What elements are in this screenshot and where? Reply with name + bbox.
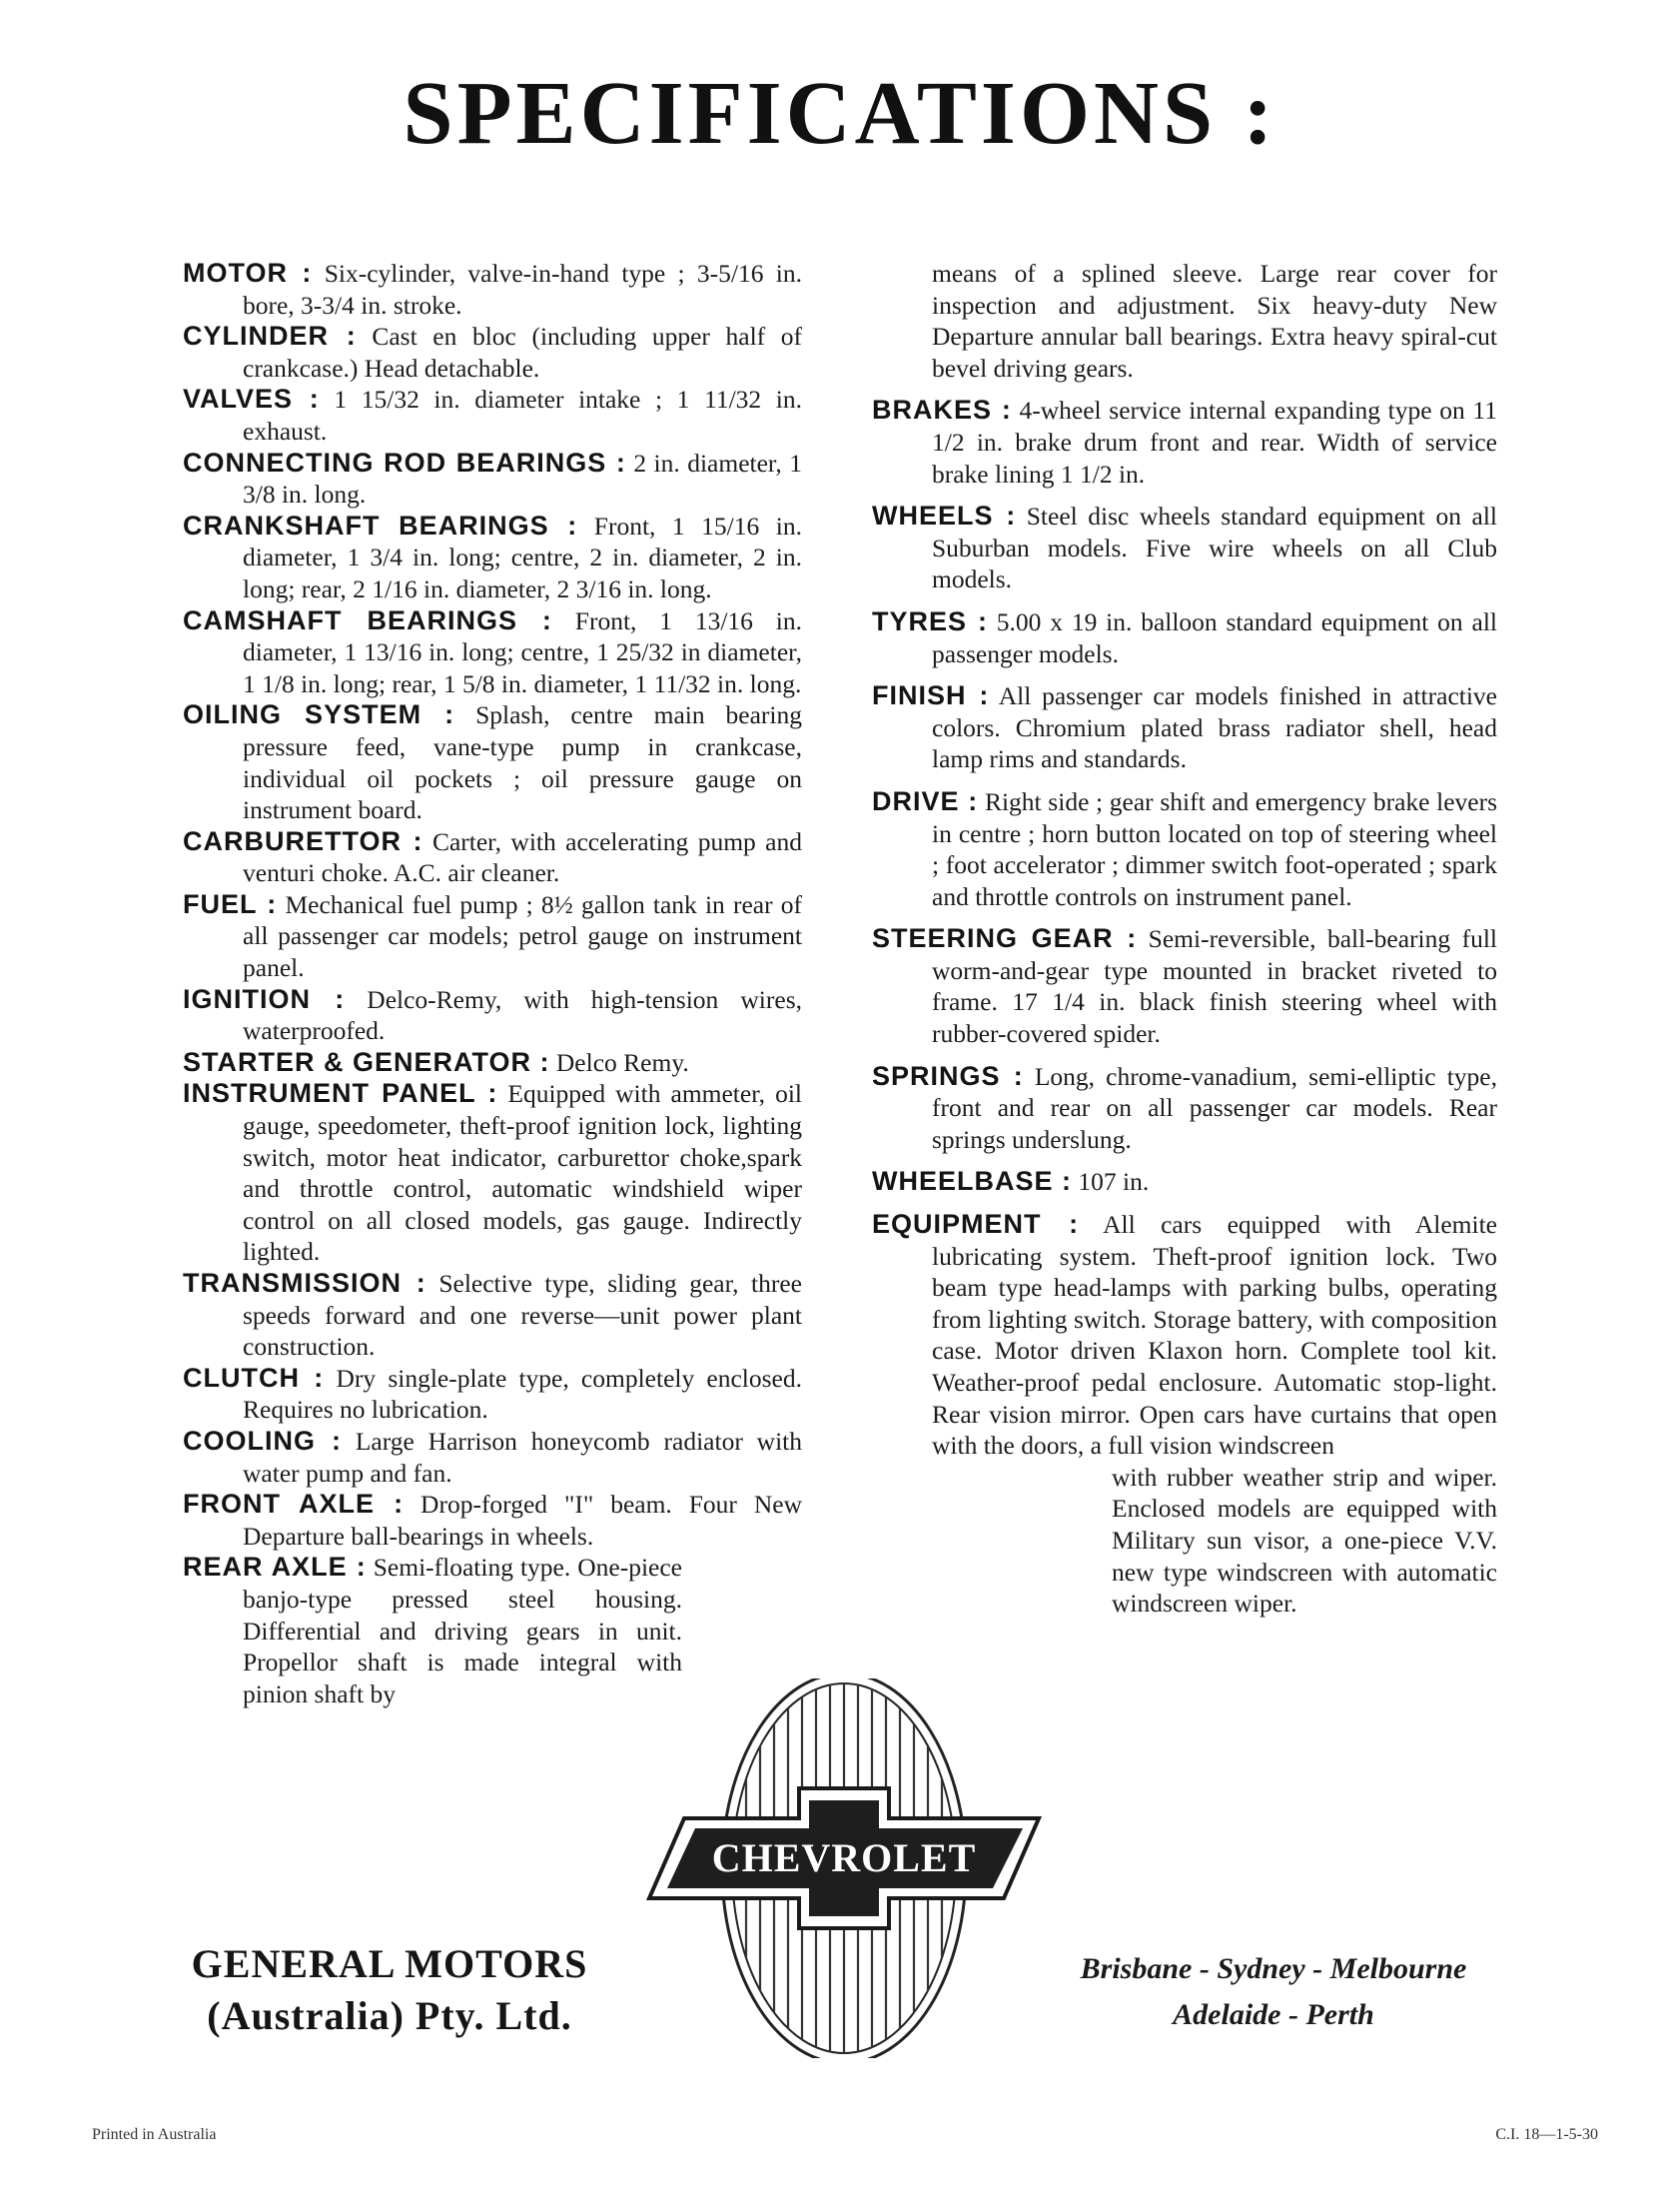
spec-valves xyxy=(183,384,802,447)
spec-heading: WHEELS : xyxy=(872,501,1017,532)
spec-heading: DRIVE : xyxy=(872,785,979,816)
spec-heading: CAMSHAFT BEARINGS : xyxy=(183,604,552,635)
spec-text: Semi-floating type. One-piece banjo-type pressed steel housing. Differential and driving gears in unit. Propellor shaft is made integral with pinion shaft by xyxy=(243,1553,682,1708)
spec-springs xyxy=(872,1061,1497,1156)
spec-heading: OILING SYSTEM : xyxy=(183,699,455,730)
spec-clutch xyxy=(183,1363,802,1426)
spec-heading: MOTOR : xyxy=(183,258,313,288)
spec-text: Six-cylinder, valve-in-hand type ; 3-5/16 in. bore, 3-3/4 in. stroke. xyxy=(243,259,802,320)
spec-heading: CARBURETTOR : xyxy=(183,825,423,856)
page-title: SPECIFICATIONS : xyxy=(403,64,1277,163)
spec-transmission xyxy=(183,1268,802,1363)
left-column xyxy=(183,258,802,1709)
spec-brakes xyxy=(872,395,1497,490)
spec-camshaft xyxy=(183,605,802,700)
logo-wordmark: CHEVROLET xyxy=(711,1835,977,1880)
spec-text: 1 15/32 in. diameter intake ; 1 11/32 in. exhaust. xyxy=(243,385,803,446)
spec-text: Semi-reversible, ball-bearing full worm-and-gear type mounted in bracket riveted to frame. 17 1/4 in. black finish steering wheel with rubber-covered spider. xyxy=(932,924,1498,1049)
spec-rear-axle xyxy=(183,1552,682,1709)
spec-starter xyxy=(183,1047,802,1079)
spec-rear-axle-continued: means of a splined sleeve. Large rear cover for inspection and adjustment. Six heavy-duty New Departure annular ball bearings. Extra heavy spiral-cut bevel driving gears. xyxy=(932,259,1497,383)
spec-text: Long, chrome-vanadium, semi-elliptic type, front and rear on all passenger car models. Rear springs underslung. xyxy=(932,1061,1497,1154)
spec-text: Large Harrison honeycomb radiator with water pump and fan. xyxy=(243,1426,802,1488)
spec-text: All passenger car models finished in attractive colors. Chromium plated brass radiator shell, head lamp rims and standards. xyxy=(932,681,1498,774)
spec-text: 4-wheel service internal expanding type on 11 1/2 in. brake drum front and rear. Width of service brake lining 1 1/2 in. xyxy=(932,396,1497,489)
spec-heading: REAR AXLE : xyxy=(183,1552,367,1583)
spec-heading: STEERING GEAR : xyxy=(872,923,1138,954)
spec-text: Front, 1 13/16 in. diameter, 1 13/16 in. long; centre, 1 25/32 in diameter, 1 1/8 in. long; rear, 1 5/8 in. diameter, 1 11/32 in. long. xyxy=(243,605,802,698)
spec-text: Delco Remy. xyxy=(555,1047,689,1077)
spec-heading: BRAKES : xyxy=(872,395,1012,426)
spec-drive xyxy=(872,786,1497,912)
spec-fuel xyxy=(183,889,802,984)
spec-text: 107 in. xyxy=(1078,1167,1150,1197)
spec-crankshaft xyxy=(183,511,802,605)
spec-text: Right side ; gear shift and emergency brake levers in centre ; horn button located on top of steering wheel ; foot accelerator ; dimmer switch foot-operated ; spark and throttle controls on instrument panel. xyxy=(932,786,1498,911)
spec-wheelbase xyxy=(872,1166,1497,1198)
spec-heading: TRANSMISSION : xyxy=(183,1268,426,1298)
spec-heading: COOLING : xyxy=(183,1425,342,1456)
spec-text: Steel disc wheels standard equipment on all Suburban models. Five wire wheels on all Club models. xyxy=(932,502,1498,594)
spec-heading: FUEL : xyxy=(183,888,278,919)
cities-line-1: Brisbane - Sydney - Melbourne xyxy=(1080,1952,1467,1985)
spec-instrument-panel xyxy=(183,1078,802,1268)
spec-equipment xyxy=(872,1209,1497,1462)
right-column xyxy=(872,258,1497,1620)
company-line-2: (Australia) Pty. Ltd. xyxy=(207,1993,572,2038)
spec-heading: CLUTCH : xyxy=(183,1362,325,1393)
spec-heading: EQUIPMENT : xyxy=(872,1209,1080,1240)
cities-line-2: Adelaide - Perth xyxy=(1173,1998,1374,2031)
spec-heading: VALVES : xyxy=(183,384,320,415)
spec-heading: CYLINDER : xyxy=(183,321,357,352)
spec-text: Equipped with ammeter, oil gauge, speedometer, theft-proof ignition lock, lighting switch, motor heat indicator, carburettor choke,spark and throttle control, automatic windshield wiper control on all closed models, gas gauge. Indirectly lighted. xyxy=(243,1079,803,1267)
spec-cylinder xyxy=(183,321,802,384)
chevrolet-bowtie-logo xyxy=(639,1678,1049,2058)
spec-cooling xyxy=(183,1426,802,1489)
spec-text: Selective type, sliding gear, three speeds forward and one reverse—unit power plant construction. xyxy=(243,1269,803,1362)
spec-wheels xyxy=(872,501,1497,595)
spec-tyres xyxy=(872,606,1497,669)
spec-equipment-continued: with rubber weather strip and wiper. Enclosed models are equipped with Military sun visor, a one-piece V.V. new type windscreen with automatic windscreen wiper. xyxy=(1112,1462,1497,1619)
spec-front-axle xyxy=(183,1489,802,1552)
spec-text: Carter, with accelerating pump and venturi choke. A.C. air cleaner. xyxy=(243,826,803,888)
spec-ignition xyxy=(183,984,802,1047)
spec-text: Cast en bloc (including upper half of crankcase.) Head detachable. xyxy=(243,322,803,383)
spec-finish xyxy=(872,680,1497,775)
spec-text: Splash, centre main bearing pressure feed, vane-type pump in crankcase, individual oil pockets ; oil pressure gauge on instrument board. xyxy=(243,700,802,825)
printed-in-note: Printed in Australia xyxy=(92,2126,217,2143)
spec-heading: CONNECTING ROD BEARINGS : xyxy=(183,447,626,478)
company-line-1: GENERAL MOTORS xyxy=(191,1941,588,1986)
city-list xyxy=(1039,1946,1508,2038)
spec-text: 5.00 x 19 in. balloon standard equipment on all passenger models. xyxy=(932,606,1497,668)
spec-text: Delco-Remy, with high-tension wires, waterproofed. xyxy=(243,984,802,1046)
spec-heading: IGNITION : xyxy=(183,983,346,1014)
spec-text: 2 in. diameter, 1 3/8 in. long. xyxy=(243,448,803,510)
spec-heading: FINISH : xyxy=(872,680,990,711)
spec-text: Front, 1 15/16 in. diameter, 1 3/4 in. long; centre, 2 in. diameter, 2 in. long; rear, 2 1/16 in. diameter, 2 3/16 in. long. xyxy=(243,511,802,603)
spec-heading: WHEELBASE : xyxy=(872,1166,1072,1197)
spec-heading: SPRINGS : xyxy=(872,1060,1024,1091)
spec-steering xyxy=(872,923,1497,1049)
spec-heading: FRONT AXLE : xyxy=(183,1489,405,1520)
spec-motor xyxy=(183,258,802,321)
spec-heading: TYRES : xyxy=(872,605,988,636)
spec-text: Dry single-plate type, completely enclosed. Requires no lubrication. xyxy=(243,1363,802,1425)
company-name xyxy=(160,1938,619,2042)
spec-connecting-rod xyxy=(183,448,802,511)
spec-heading: INSTRUMENT PANEL : xyxy=(183,1078,498,1109)
spec-heading: STARTER & GENERATOR : xyxy=(183,1046,550,1077)
spec-heading: CRANKSHAFT BEARINGS : xyxy=(183,510,578,541)
catalogue-code: C.I. 18—1-5-30 xyxy=(1495,2126,1598,2143)
spec-text: All cars equipped with Alemite lubricating system. Theft-proof ignition lock. Two beam type head-lamps with parking bulbs, operating from lighting switch. Storage battery, with composition case. Motor driven Klaxon horn. Complete tool kit. Weather-proof pedal enclosure. Automatic stop-light. Rear vision mirror. Open cars have curtains that open with the doors, a full vision windscreen xyxy=(932,1210,1497,1461)
spec-oiling xyxy=(183,699,802,825)
spec-text: Drop-forged "I" beam. Four New Departure ball-bearings in wheels. xyxy=(243,1490,802,1551)
spec-carburettor xyxy=(183,826,802,889)
spec-text: Mechanical fuel pump ; 8½ gallon tank in rear of all passenger car models; petrol gauge on instrument panel. xyxy=(243,889,803,983)
